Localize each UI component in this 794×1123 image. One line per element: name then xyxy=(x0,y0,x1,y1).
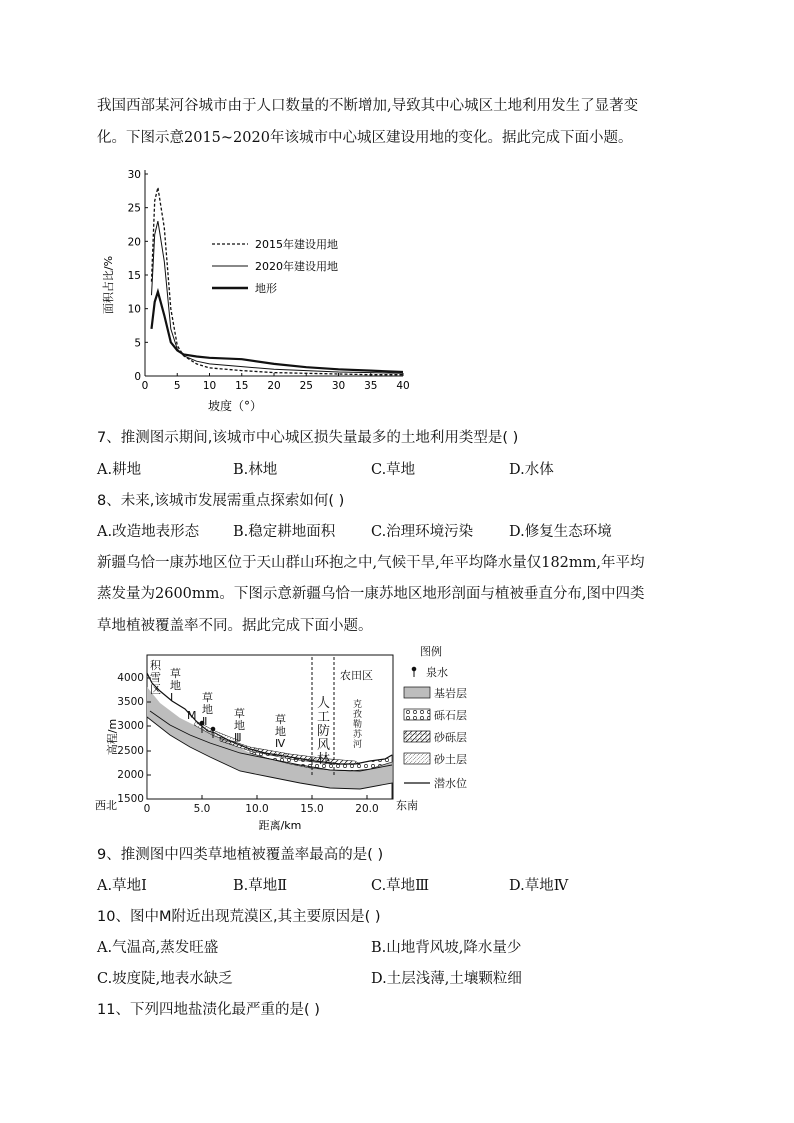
x-tick-10: 10.0 xyxy=(245,803,269,815)
legend-2015: 2015年建设用地 xyxy=(255,238,338,251)
chart-axes xyxy=(145,170,403,376)
x-tick-label: 5 xyxy=(173,380,181,392)
y-tick-label: 0 xyxy=(134,371,141,383)
q9-option-b[interactable]: B.草地Ⅱ xyxy=(233,878,288,894)
y-tick-3000: 3000 xyxy=(117,720,144,732)
legend-spring: 泉水 xyxy=(426,666,448,679)
legend-sandgravel: 砂砾层 xyxy=(434,731,467,744)
q8-option-c[interactable]: C.治理环境污染 xyxy=(371,524,474,540)
zone-grass-1: 草地 Ⅰ xyxy=(170,667,181,704)
q11-stem: 11、下列四地盐渍化最严重的是( ) xyxy=(97,1002,320,1018)
x-tick-15: 15.0 xyxy=(300,803,324,815)
y-tick-label: 30 xyxy=(127,169,141,181)
x-tick-label: 0 xyxy=(141,380,149,392)
zone-farmland: 农田区 xyxy=(340,669,373,682)
x-tick-label: 30 xyxy=(331,380,346,392)
legend-bedrock: 基岩层 xyxy=(434,687,467,700)
x-tick-label: 15 xyxy=(235,380,249,392)
dir-northwest: 西北 xyxy=(95,799,117,812)
q7-option-d[interactable]: D.水体 xyxy=(509,462,554,478)
x-tick-label: 25 xyxy=(299,380,313,392)
passage1-line1: 我国西部某河谷城市由于人口数量的不断增加,导致其中心城区土地利用发生了显著变 xyxy=(97,98,639,114)
q10-option-a[interactable]: A.气温高,蒸发旺盛 xyxy=(97,940,219,956)
x-tick-0: 0 xyxy=(143,803,151,815)
q10-option-d[interactable]: D.土层浅薄,土壤颗粒细 xyxy=(371,971,522,987)
legend-terrain: 地形 xyxy=(255,282,277,295)
y-tick-2500: 2500 xyxy=(117,745,144,757)
y-tick-1500: 1500 xyxy=(117,793,144,805)
x-tick-20: 20.0 xyxy=(355,803,379,815)
series-line-2 xyxy=(152,292,404,372)
profile-xlabel: 距离/km xyxy=(258,819,302,832)
y-tick-label: 10 xyxy=(127,303,141,316)
q10-option-c[interactable]: C.坡度陡,地表水缺乏 xyxy=(97,971,233,987)
chart-ticks xyxy=(128,169,410,392)
q9-option-c[interactable]: C.草地Ⅲ xyxy=(371,878,430,894)
q8-option-a[interactable]: A.改造地表形态 xyxy=(97,524,200,540)
x-tick-label: 35 xyxy=(364,380,378,392)
legend-title: 图例 xyxy=(420,645,442,658)
profile-ylabel: 高程/m xyxy=(106,718,119,756)
q8-stem: 8、未来,该城市发展需重点探索如何( ) xyxy=(97,493,345,509)
terrain-profile-figure xyxy=(90,643,490,838)
x-tick-label: 40 xyxy=(396,380,410,392)
y-axis-label: 面积占比/% xyxy=(102,255,115,315)
x-tick-label: 10 xyxy=(202,380,217,392)
zone-windbreak: 人工防风林 xyxy=(317,696,331,767)
q7-option-a[interactable]: A.耕地 xyxy=(97,462,142,478)
legend-groundwater: 潜水位 xyxy=(434,777,467,790)
zone-snow: 积雪区 xyxy=(150,659,161,696)
zone-grass-2: 草地 Ⅱ xyxy=(202,691,213,728)
y-tick-label: 20 xyxy=(127,236,141,249)
y-tick-label: 15 xyxy=(127,270,141,282)
legend-sandsoil: 砂土层 xyxy=(434,753,467,766)
q9-option-d[interactable]: D.草地Ⅳ xyxy=(509,878,569,894)
legend-2020: 2020年建设用地 xyxy=(255,260,338,273)
q8-option-b[interactable]: B.稳定耕地面积 xyxy=(233,524,336,540)
passage2-line1: 新疆乌恰一康苏地区位于天山群山环抱之中,气候干旱,年平均降水量仅182mm,年平均 xyxy=(97,555,645,571)
chart-legend xyxy=(212,237,338,295)
q10-option-b[interactable]: B.山地背风坡,降水量少 xyxy=(371,940,522,956)
river-label: 克孜勒苏河 xyxy=(353,700,363,750)
legend-gravel: 砾石层 xyxy=(434,709,467,722)
dir-southeast: 东南 xyxy=(396,799,418,812)
x-tick-label: 20 xyxy=(267,380,281,392)
passage2-line2: 蒸发量为2600mm。下图示意新疆乌恰一康苏地区地形剖面与植被垂直分布,图中四类 xyxy=(97,586,645,602)
profile-legend xyxy=(404,644,467,790)
passage1-line2: 化。下图示意2015~2020年该城市中心城区建设用地的变化。据此完成下面小题。 xyxy=(97,130,633,146)
q7-option-b[interactable]: B.林地 xyxy=(233,462,278,478)
m-label: M xyxy=(187,709,197,722)
passage2-line3: 草地植被覆盖率不同。据此完成下面小题。 xyxy=(97,618,373,634)
zone-grass-3: 草地 Ⅲ xyxy=(234,707,245,744)
zone-grass-4: 草地 Ⅳ xyxy=(275,713,286,750)
x-tick-5: 5.0 xyxy=(193,803,211,815)
x-axis-label: 坡度（°） xyxy=(207,399,263,413)
q8-option-d[interactable]: D.修复生态环境 xyxy=(509,524,612,540)
q7-stem: 7、推测图示期间,该城市中心城区损失量最多的土地利用类型是( ) xyxy=(97,430,519,446)
q7-option-c[interactable]: C.草地 xyxy=(371,462,416,478)
q10-stem: 10、图中M附近出现荒漠区,其主要原因是( ) xyxy=(97,909,381,925)
series-line-0 xyxy=(152,188,404,375)
slope-chart xyxy=(90,160,430,420)
chart-series xyxy=(152,188,404,375)
q9-stem: 9、推测图中四类草地植被覆盖率最高的是( ) xyxy=(97,847,384,863)
y-tick-4000: 4000 xyxy=(117,672,144,684)
y-tick-3500: 3500 xyxy=(117,696,144,708)
y-tick-label: 25 xyxy=(127,202,141,215)
legend-spring-icon xyxy=(412,667,416,677)
q9-option-a[interactable]: A.草地Ⅰ xyxy=(97,878,147,894)
y-tick-2000: 2000 xyxy=(117,769,144,781)
y-tick-label: 5 xyxy=(134,337,141,350)
